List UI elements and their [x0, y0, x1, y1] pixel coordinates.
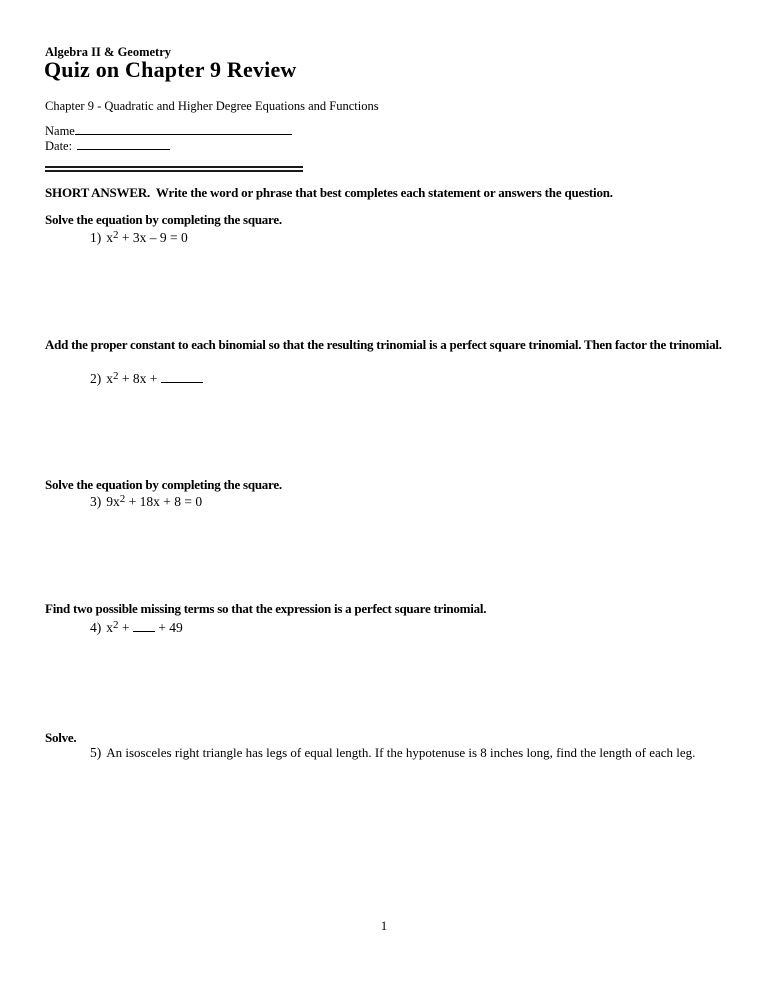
- page-number: 1: [380, 919, 388, 933]
- answer-blank: [161, 369, 203, 383]
- course-header: Algebra II & Geometry: [45, 45, 172, 59]
- question-expression: [106, 618, 183, 637]
- section-instruction-5: Solve.: [45, 730, 77, 745]
- question-3: [90, 494, 202, 511]
- question-5: [90, 745, 750, 761]
- question-2: [90, 369, 203, 388]
- equation-text: x: [106, 230, 113, 245]
- equation-superscript: 2: [119, 492, 126, 505]
- name-blank-line: [75, 122, 292, 135]
- equation-superscript: 2: [113, 618, 119, 631]
- question-text: An isosceles right triangle has legs of equal length. If the hypotenuse is 8 inches long, find the length of each leg.: [106, 745, 696, 760]
- page-title: Quiz on Chapter 9 Review: [44, 57, 297, 82]
- equation-text: x: [106, 620, 113, 635]
- date-row: [45, 137, 170, 154]
- equation-text: + 3x – 9 = 0: [118, 230, 188, 245]
- answer-blank: [133, 618, 155, 632]
- question-number: 1): [90, 230, 102, 245]
- chapter-subtitle: Chapter 9 - Quadratic and Higher Degree Equations and Functions: [45, 99, 379, 113]
- equation-text: + 18x + 8 = 0: [125, 494, 203, 509]
- equation-text: +: [118, 620, 133, 635]
- equation-superscript: 2: [113, 228, 119, 241]
- section-instruction-2: Add the proper constant to each binomial so that the resulting trinomial is a perfect square trinomial. Then factor the trinomial.: [45, 337, 722, 352]
- question-number: 2): [90, 371, 102, 386]
- question-4: [90, 618, 183, 637]
- equation-text: x: [106, 371, 113, 386]
- question-1: [90, 230, 188, 247]
- equation-superscript: 2: [113, 369, 119, 382]
- question-number: 3): [90, 494, 102, 509]
- section-instruction-1: Solve the equation by completing the square.: [45, 212, 282, 227]
- question-number: 5): [90, 745, 102, 760]
- equation-text: + 8x +: [118, 371, 161, 386]
- question-expression: [106, 230, 187, 247]
- question-expression: [106, 494, 202, 511]
- equation-text: 9x: [106, 494, 120, 509]
- question-expression: [106, 369, 202, 388]
- equation-text: + 49: [154, 620, 183, 635]
- date-blank-line: [77, 137, 170, 150]
- short-answer-header: SHORT ANSWER. Write the word or phrase that best completes each statement or answers the question.: [45, 185, 613, 200]
- divider-double-rule: [45, 166, 303, 172]
- date-label: Date:: [45, 139, 73, 153]
- name-label: Name: [45, 124, 75, 138]
- section-instruction-4: Find two possible missing terms so that the expression is a perfect square trinomial.: [45, 601, 487, 616]
- question-number: 4): [90, 620, 102, 635]
- section-instruction-3: Solve the equation by completing the square.: [45, 477, 282, 492]
